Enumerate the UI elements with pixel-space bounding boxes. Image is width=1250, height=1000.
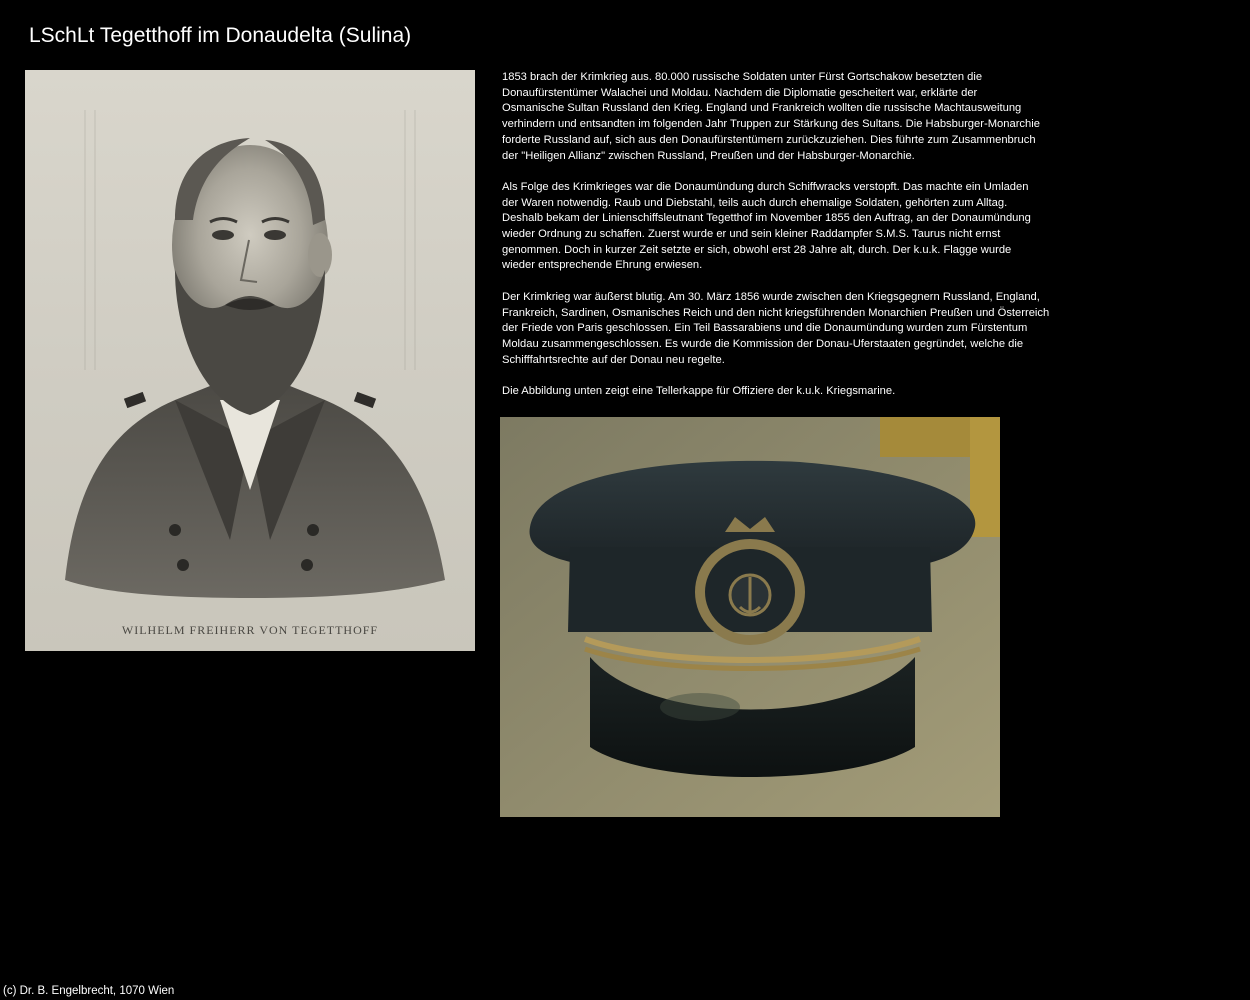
article-text <box>502 70 1102 415</box>
portrait-caption: WILHELM FREIHERR VON TEGETTHOFF <box>121 623 379 637</box>
copyright-footer: (c) Dr. B. Engelbrecht, 1070 Wien <box>3 985 175 997</box>
paragraph-danube-mouth: Als Folge des Krimkrieges war die Donaumündung durch Schiffwracks verstopft. Das machte ein Umladen der Waren notwendig. Raub und Diebstahl, teils auch durch ehemalige Soldaten, gehörten zum Alltag. Deshalb bekam der Linienschiffsleutnant Tegetthof im November 1855 den Auftrag, an der Donaumündung wieder Ordnung zu schaffen. Zuerst wurde er und sein kleiner Raddampfer S.M.S. Taurus nicht ernst genommen. Doch in kurzer Zeit setzte er sich, obwohl erst 28 Jahre alt, durch. Der k.u.k. Flagge wurde wieder entsprechende Ehrung erwiesen. <box>502 180 1031 272</box>
portrait-engraving-icon <box>25 70 475 651</box>
officer-cap-photo <box>500 417 1000 817</box>
paragraph-crimean-war: 1853 brach der Krimkrieg aus. 80.000 russische Soldaten unter Fürst Gortschakow besetzten die Donaufürstentümer Walachei und Moldau. Nachdem die Diplomatie gescheitert war, erklärte der Osmanische Sultan Russland den Krieg. England und Frankreich wollten die russische Machtausweitung verhindern und entsandten im folgenden Jahr Truppen zur Stärkung des Sultans. Die Habsburger-Monarchie forderte Russland auf, sich aus den Donaufürstentümern zurückzuziehen. Dies führte zum Zusammenbruch der "Heiligen Allianz" zwischen Russland, Preußen und der Habsburger-Monarchie. <box>502 71 1040 162</box>
officer-cap-icon <box>500 417 1000 817</box>
paragraph-peace-of-paris: Der Krimkrieg war äußerst blutig. Am 30. März 1856 wurde zwischen den Kriegsgegnern Russland, England, Frankreich, Sardinen, Osmanisches Reich und den nicht kriegsführenden Monarchien Preußen und Österreich der Friede von Paris geschlossen. Ein Teil Bassarabiens und die Donaumündung wurden zum Fürstentum Moldau zusammengeschlossen. Es wurde die Kommission der Donau-Uferstaaten gegründet, welche die Schifffahrtsrechte auf der Donau neu regelte. <box>502 290 1050 366</box>
page-title: LSchLt Tegetthoff im Donaudelta (Sulina) <box>29 24 412 47</box>
portrait-image <box>25 70 475 651</box>
paragraph-image-note: Die Abbildung unten zeigt eine Tellerkappe für Offiziere der k.u.k. Kriegsmarine. <box>502 385 896 398</box>
